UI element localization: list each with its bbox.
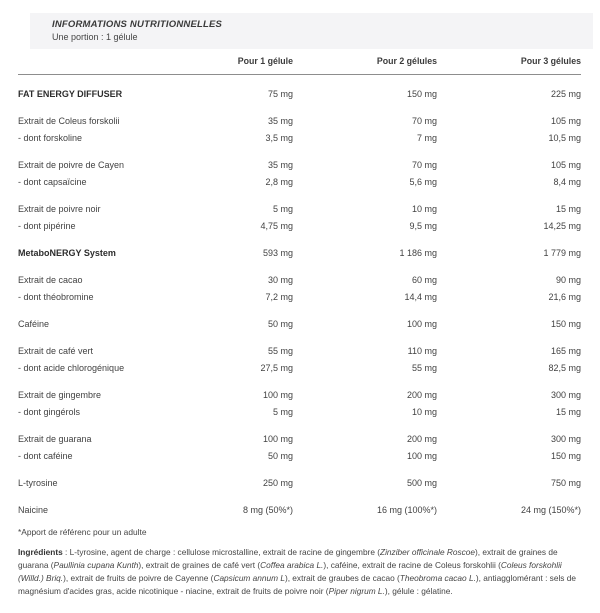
column-header-2-gelules: Pour 2 gélules	[376, 56, 437, 66]
serving-subtitle: Une portion : 1 gélule	[52, 32, 138, 42]
row-value: 100 mg	[262, 433, 293, 444]
row-label: Caféine	[18, 318, 50, 329]
row-value: 10 mg	[411, 406, 437, 417]
row-label: Extrait de poivre noir	[18, 203, 101, 214]
row-label: L-tyrosine	[18, 477, 58, 488]
row-value: 55 mg	[411, 362, 437, 373]
table-group	[18, 271, 581, 305]
table-group	[18, 85, 581, 102]
ingredients-segment: Paullinia cupana Kunth	[53, 560, 139, 570]
row-value: 10 mg	[411, 203, 437, 214]
row-value: 24 mg (150%*)	[520, 504, 581, 515]
row-value: 50 mg	[267, 450, 293, 461]
row-value: 8,4 mg	[553, 176, 581, 187]
row-label: - dont capsaïcine	[18, 176, 87, 187]
row-value: 16 mg (100%*)	[376, 504, 437, 515]
row-label: Naicine	[18, 504, 49, 515]
ingredients-segment: ), extrait de graubes de cacao (	[284, 573, 400, 583]
row-label: Extrait de gingembre	[18, 389, 102, 400]
row-value: 10,5 mg	[548, 132, 581, 143]
table-group	[18, 156, 581, 190]
row-value: 55 mg	[267, 345, 293, 356]
row-label: - dont théobromine	[18, 291, 94, 302]
row-value: 593 mg	[262, 247, 293, 258]
ingredients-segment: Piper nigrum L.	[328, 586, 385, 596]
row-value: 5 mg	[272, 203, 293, 214]
table-group	[18, 342, 581, 376]
row-value: 225 mg	[550, 88, 581, 99]
table-group	[18, 474, 581, 491]
row-value: 150 mg	[550, 318, 581, 329]
ingredients-segment: Coleus forskohlii (Willd.) Briq.	[18, 560, 562, 583]
row-value: 5 mg	[272, 406, 293, 417]
column-header-3-gelules: Pour 3 gélules	[520, 56, 581, 66]
row-label: Extrait de guarana	[18, 433, 92, 444]
table-group	[18, 315, 581, 332]
table-row	[18, 129, 581, 146]
table-row	[18, 474, 581, 491]
row-value: 105 mg	[550, 115, 581, 126]
row-value: 100 mg	[262, 389, 293, 400]
row-value: 300 mg	[550, 389, 581, 400]
row-value: 35 mg	[267, 115, 293, 126]
table-row	[18, 447, 581, 464]
row-value: 14,25 mg	[543, 220, 581, 231]
table-row	[18, 156, 581, 173]
table-row	[18, 112, 581, 129]
row-value: 5,6 mg	[409, 176, 437, 187]
row-value: 110 mg	[407, 345, 437, 356]
row-value: 3,5 mg	[265, 132, 293, 143]
table-row	[18, 173, 581, 190]
row-value: 14,4 mg	[404, 291, 437, 302]
table-group	[18, 386, 581, 420]
ingredients-segment: ), extrait de fruits de poivre de Cayenne (	[63, 573, 214, 583]
table-row	[18, 200, 581, 217]
row-value: 300 mg	[550, 433, 581, 444]
row-value: 15 mg	[555, 406, 581, 417]
ingredients-segment: ), caféine, extrait de racine de Coleus forskohlii (	[323, 560, 501, 570]
ingredients-segment: Theobroma cacao L.	[399, 573, 476, 583]
row-label: - dont gingérols	[18, 406, 81, 417]
row-label: - dont forskoline	[18, 132, 83, 143]
ingredients-paragraph	[18, 546, 588, 598]
row-value: 70 mg	[411, 159, 437, 170]
row-value: 150 mg	[406, 88, 437, 99]
row-value: 7 mg	[416, 132, 437, 143]
row-value: 200 mg	[406, 433, 437, 444]
row-label: Extrait de Coleus forskolii	[18, 115, 120, 126]
row-label: Extrait de poivre de Cayen	[18, 159, 125, 170]
table-row	[18, 359, 581, 376]
table-row	[18, 217, 581, 234]
row-value: 7,2 mg	[265, 291, 293, 302]
ingredients-segment: Capsicum annum L	[213, 573, 285, 583]
row-value: 90 mg	[555, 274, 581, 285]
row-value: 9,5 mg	[409, 220, 437, 231]
row-value: 200 mg	[406, 389, 437, 400]
row-label: - dont pipérine	[18, 220, 76, 231]
ingredients-segment: Coffea arabica L.	[260, 560, 324, 570]
table-row	[18, 85, 581, 102]
page-title: INFORMATIONS NUTRITIONNELLES	[52, 19, 223, 30]
table-row	[18, 271, 581, 288]
ingredients-segment: ), extrait de graines de guarana (	[18, 547, 558, 570]
table-row	[18, 342, 581, 359]
row-value: 750 mg	[550, 477, 581, 488]
ingredients-segment: ), gélule : gélatine.	[384, 586, 453, 596]
row-value: 100 mg	[406, 450, 437, 461]
row-value: 2,8 mg	[265, 176, 293, 187]
row-value: 165 mg	[550, 345, 581, 356]
table-group	[18, 112, 581, 146]
nutrition-table-body	[18, 85, 581, 518]
row-value: 50 mg	[267, 318, 293, 329]
ingredients-segment: ), extrait de graines de café vert (	[138, 560, 261, 570]
nutrition-title-band	[30, 13, 593, 49]
row-value: 500 mg	[406, 477, 437, 488]
row-value: 100 mg	[406, 318, 437, 329]
reference-footnote: *Apport de référenc pour un adulte	[18, 527, 147, 537]
table-header-row	[18, 49, 581, 75]
table-group	[18, 430, 581, 464]
column-header-1-gelule: Pour 1 gélule	[237, 56, 293, 66]
row-label: Extrait de cacao	[18, 274, 83, 285]
row-label: - dont caféine	[18, 450, 73, 461]
row-value: 82,5 mg	[548, 362, 581, 373]
row-value: 21,6 mg	[548, 291, 581, 302]
table-row	[18, 386, 581, 403]
ingredients-segment: Ingrédients	[18, 547, 63, 557]
ingredients-segment: ), antiagglomérant : sels de magnésium d'acides gras, acide nicotinique - niacine, extrait de fruits de poivre noir (	[18, 573, 576, 596]
row-label: FAT ENERGY DIFFUSER	[18, 88, 123, 99]
table-row	[18, 288, 581, 305]
row-label: Extrait de café vert	[18, 345, 94, 356]
row-value: 30 mg	[267, 274, 293, 285]
row-value: 1 779 mg	[543, 247, 581, 258]
row-value: 150 mg	[550, 450, 581, 461]
row-value: 35 mg	[267, 159, 293, 170]
ingredients-segment: : L-tyrosine, agent de charge : cellulose microstalline, extrait de racine de gingembre (	[62, 547, 381, 557]
row-value: 105 mg	[550, 159, 581, 170]
table-row	[18, 244, 581, 261]
table-row	[18, 315, 581, 332]
table-row	[18, 403, 581, 420]
row-value: 15 mg	[555, 203, 581, 214]
row-value: 8 mg (50%*)	[242, 504, 293, 515]
row-value: 60 mg	[411, 274, 437, 285]
table-row	[18, 501, 581, 518]
table-group	[18, 200, 581, 234]
row-label: MetaboNERGY System	[18, 247, 116, 258]
row-value: 70 mg	[411, 115, 437, 126]
row-value: 250 mg	[262, 477, 293, 488]
table-group	[18, 501, 581, 518]
row-value: 1 186 mg	[399, 247, 437, 258]
table-row	[18, 430, 581, 447]
row-value: 75 mg	[267, 88, 293, 99]
nutrition-table	[18, 49, 581, 518]
ingredients-segment: Zinziber officinale Roscoe	[380, 547, 476, 557]
row-value: 27,5 mg	[260, 362, 293, 373]
row-value: 4,75 mg	[260, 220, 293, 231]
table-group	[18, 244, 581, 261]
row-label: - dont acide chlorogénique	[18, 362, 125, 373]
